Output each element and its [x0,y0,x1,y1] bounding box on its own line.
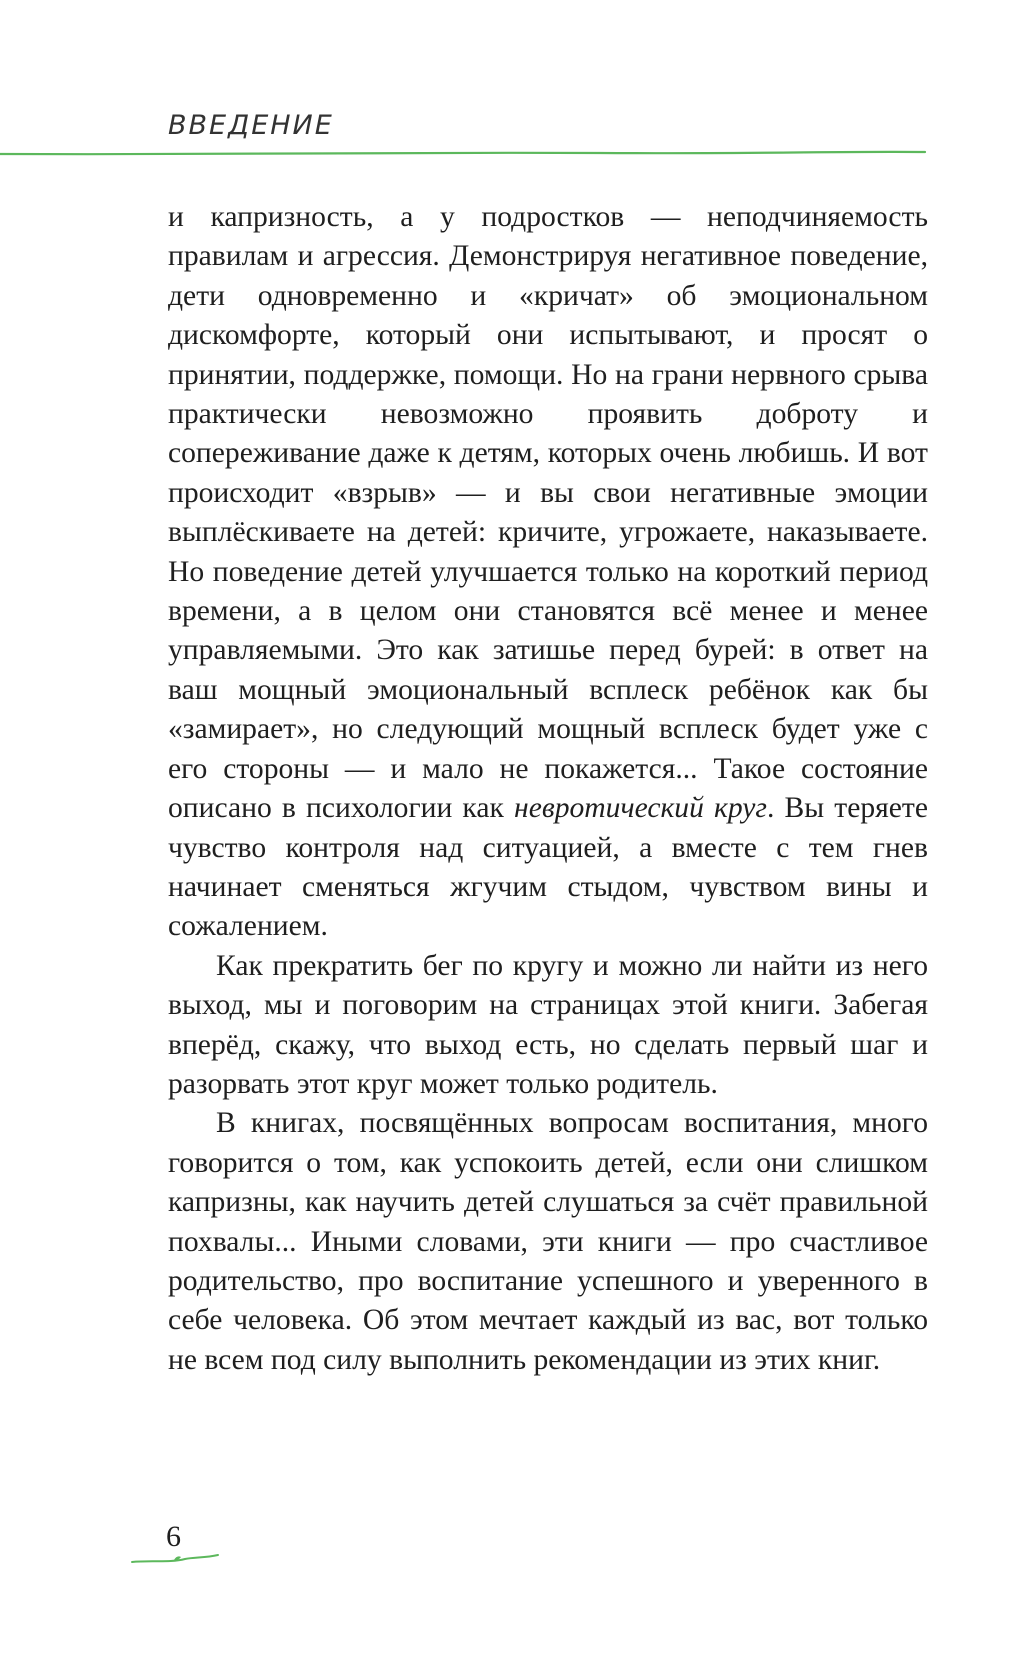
paragraph [168,947,928,1105]
body-text [168,198,928,1380]
text-run: . Вы теряете чувство контроля над ситуацией, а вместе с тем гнев начинает сменяться жгучим стыдом, чувством вины и сожалением. [168,792,928,943]
paragraph [168,1104,928,1380]
paragraph [168,198,928,947]
text-run: В книгах, посвящённых вопросам воспитания, много говорится о том, как успокоить детей, если они слишком капризны, как научить детей слушаться за счёт правильной похвалы... Иными словами, эти книги — про счастливое родительство, про воспитание успешного и уверенного в себе человека. Об этом мечтает каждый из вас, вот только не всем под силу выполнить рекомендации из этих книг. [168,1107,928,1376]
italic-term: невротический круг [514,792,767,825]
text-run: и капризность, а у подростков — неподчиняемость правилам и агрессия. Демонстрируя негативное поведение, дети одновременно и «кричат» об эмоциональном дискомфорте, который они испытывают, и просят о принятии, поддержке, помощи. Но на грани нервного срыва практически невозможно проявить доброту и сопереживание даже к детям, которых очень любишь. И вот происходит «взрыв» — и вы свои негативные эмоции выплёскиваете на детей: кричите, угрожаете, наказываете. Но поведение детей улучшается только на короткий период времени, а в целом они становятся всё менее и менее управляемыми. Это как затишье перед бурей: в ответ на ваш мощный эмоциональный всплеск ребёнок как бы «замирает», но следующий мощный всплеск будет уже с его стороны — и мало не покажется... Такое состояние описано в психологии как [168,201,928,825]
header-rule [0,142,930,162]
page-number-swash-icon [130,1550,220,1566]
running-head: ВВЕДЕНИЕ [168,110,334,141]
page-number: 6 [166,1520,181,1553]
text-run: Как прекратить бег по кругу и можно ли найти из него выход, мы и поговорим на страницах этой книги. Забегая вперёд, скажу, что выход есть, но сделать первый шаг и разорвать этот круг может только родитель. [168,949,928,1100]
